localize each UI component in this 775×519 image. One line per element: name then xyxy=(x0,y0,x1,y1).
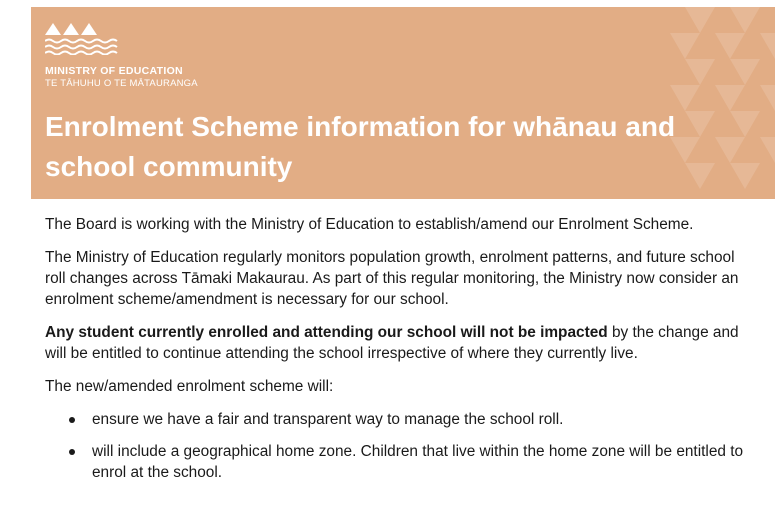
document-body xyxy=(45,214,745,494)
list-item-text: ensure we have a fair and transparent way to manage the school roll. xyxy=(92,411,564,428)
paragraph-monitoring: The Ministry of Education regularly monitors population growth, enrolment patterns, and future school roll changes across Tāmaki Makaurau. As part of this regular monitoring, the Ministry now consider an enrolment scheme/amendment is necessary for our school. xyxy=(45,249,739,308)
list-item xyxy=(45,441,745,483)
bullet-icon xyxy=(69,417,75,423)
page-title: Enrolment Scheme information for whānau and school community xyxy=(45,111,676,182)
ministry-mountains-waves-logo-icon xyxy=(45,21,121,55)
list-item-text: will include a geographical home zone. Children that live within the home zone will be entitled to enrol at the school. xyxy=(92,443,744,481)
paragraph-intro: The Board is working with the Ministry of Education to establish/amend our Enrolment Scheme. xyxy=(45,216,694,233)
bullet-icon xyxy=(69,449,75,455)
list-item xyxy=(45,409,745,430)
ministry-maori-name: TE TĀHUHU O TE MĀTAURANGA xyxy=(45,78,198,89)
bold-statement: Any student currently enrolled and attending our school will not be impacted xyxy=(45,324,608,341)
bullet-list xyxy=(45,409,745,483)
ministry-logo xyxy=(45,21,121,55)
header-banner xyxy=(31,7,775,199)
ministry-name: MINISTRY OF EDUCATION xyxy=(45,65,183,77)
paragraph-current-students-rest: by the change and will be entitled to continue attending the school irrespective of where they currently live. xyxy=(45,324,739,362)
paragraph-current-students xyxy=(45,322,745,364)
paragraph-scheme-will: The new/amended enrolment scheme will: xyxy=(45,378,334,395)
